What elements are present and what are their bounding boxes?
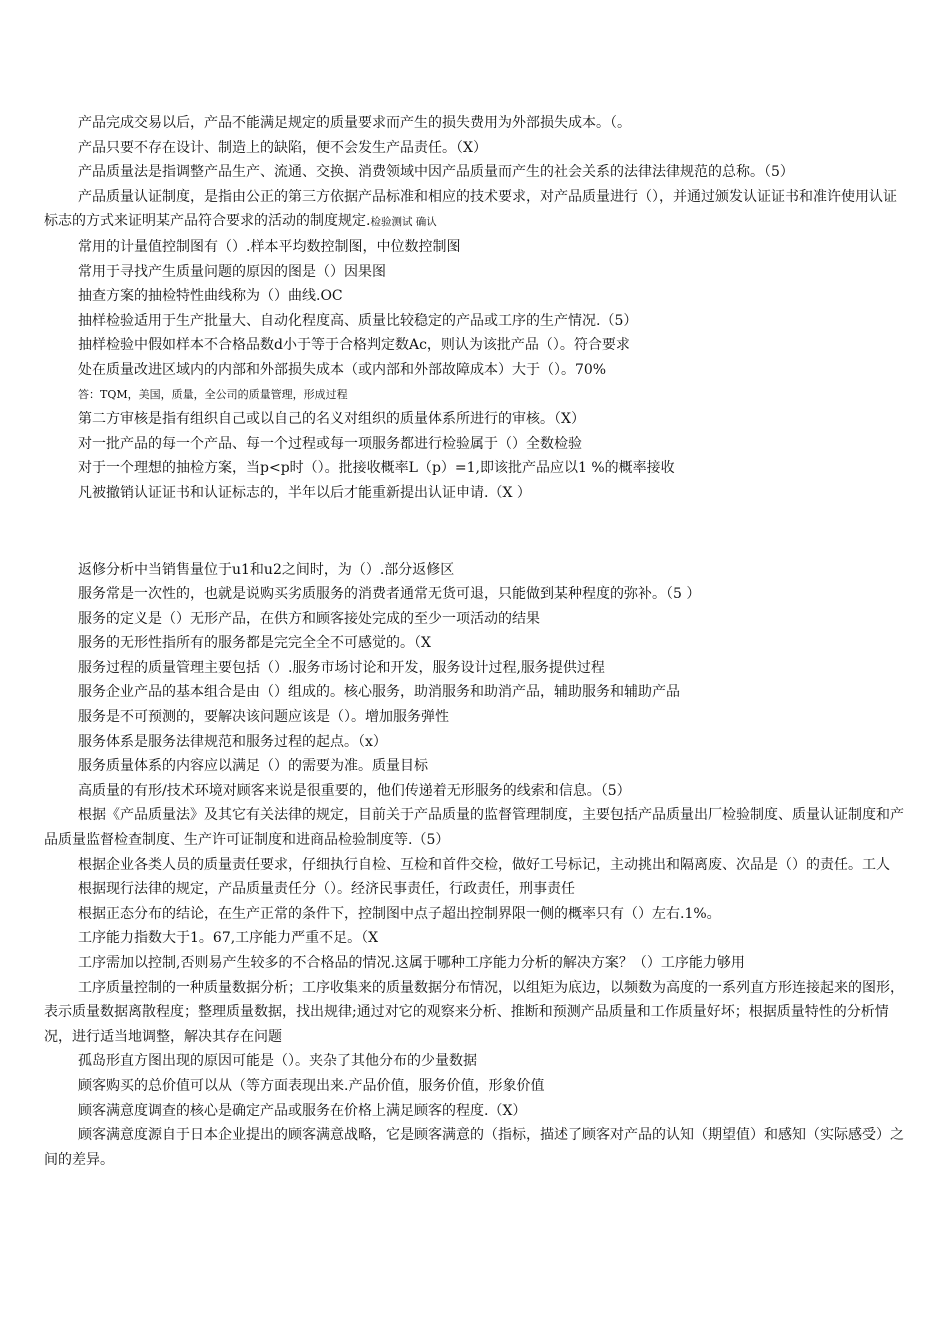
document-paragraph <box>44 1123 910 1172</box>
paragraph-text: 根据现行法律的规定，产品质量责任分（）。经济民事责任，行政责任，刑事责任 <box>78 881 575 898</box>
document-paragraph <box>44 705 910 730</box>
document-paragraph <box>44 1049 910 1074</box>
document-paragraph <box>44 432 910 457</box>
paragraph-text: 服务过程的质量管理主要包括（）.服务市场讨论和开发，服务设计过程,服务提供过程 <box>78 659 605 676</box>
document-paragraph <box>44 160 910 185</box>
document-paragraph <box>44 1099 910 1124</box>
document-paragraph <box>44 284 910 309</box>
document-paragraph <box>44 656 910 681</box>
paragraph-text: 工序质量控制的一种质量数据分析；工序收集来的质量数据分布情况，以组矩为底边，以频数为高度的一系列直方形连接起来的图形，表示质量数据离散程度；整理质量数据，找出规律;通过对它的观察来分析、推断和预测产品质量和工作质量好坏；根据质量特性的分析情况，进行适当地调整，解决其存在问题 <box>44 979 904 1045</box>
paragraph-text: 工序能力指数大于1。67,工序能力严重不足。（X <box>78 930 379 947</box>
document-paragraph <box>44 877 910 902</box>
paragraph-text: 产品质量认证制度，是指由公正的第三方依据产品标准和相应的技术要求，对产品质量进行（），并通过颁发认证证书和准许使用认证标志的方式来证明某产品符合要求的活动的制度规定. <box>44 188 897 230</box>
document-paragraph <box>44 680 910 705</box>
paragraph-text: 服务质量体系的内容应以满足（）的需要为准。质量目标 <box>78 758 428 775</box>
document-paragraph <box>44 951 910 976</box>
document-paragraph <box>44 333 910 358</box>
paragraph-text: 抽样检验中假如样本不合格品数d小于等于合格判定数Ac，则认为该批产品（）。符合要求 <box>78 337 630 354</box>
paragraph-text: 抽样检验适用于生产批量大、自动化程度高、质量比较稳定的产品或工序的生产情况.（5） <box>78 312 638 329</box>
document-paragraph <box>44 185 910 235</box>
paragraph-text: 顾客购买的总价值可以从（等方面表现出来.产品价值，服务价值，形象价值 <box>78 1077 545 1094</box>
document-paragraph <box>44 853 910 878</box>
paragraph-answer-note: 检验测试 确认 <box>370 216 437 229</box>
document-paragraph <box>44 407 910 432</box>
paragraph-text: 服务是不可预测的，要解决该问题应该是（）。增加服务弹性 <box>78 709 449 726</box>
section-two <box>44 558 910 1173</box>
paragraph-text: 第二方审核是指有组织自己或以自己的名义对组织的质量体系所进行的审核。（X） <box>78 411 585 428</box>
document-paragraph <box>44 631 910 656</box>
paragraph-text: 顾客满意度调查的核心是确定产品或服务在价格上满足顾客的程度.（X） <box>78 1102 527 1119</box>
section-one <box>44 111 910 506</box>
document-paragraph <box>44 358 910 383</box>
document-paragraph <box>44 1074 910 1099</box>
paragraph-text: 孤岛形直方图出现的原因可能是（）。夹杂了其他分布的少量数据 <box>78 1053 477 1070</box>
document-paragraph <box>44 803 910 852</box>
document-paragraph <box>44 754 910 779</box>
paragraph-text: 处在质量改进区域内的内部和外部损失成本（或内部和外部故障成本）大于（）。70% <box>78 361 607 378</box>
paragraph-text: 对于一个理想的抽检方案，当p<p时（）。批接收概率L（p）=1,即该批产品应以1 %的概率接收 <box>78 460 675 477</box>
document-paragraph <box>44 309 910 334</box>
section-gap <box>44 506 910 558</box>
paragraph-text: 产品质量法是指调整产品生产、流通、交换、消费领域中因产品质量而产生的社会关系的法律法律规范的总称。（5） <box>78 164 794 181</box>
paragraph-text: 对一批产品的每一个产品、每一个过程或每一项服务都进行检验属于（）全数检验 <box>78 435 582 452</box>
paragraph-text: 产品只要不存在设计、制造上的缺陷，便不会发生产品责任。（X） <box>78 139 487 156</box>
paragraph-text: 服务的无形性指所有的服务都是完完全全不可感觉的。（X <box>78 635 431 652</box>
document-paragraph <box>44 976 910 1050</box>
paragraph-text: 答：TQM，美国，质量，全公司的质量管理，形成过程 <box>78 387 348 401</box>
document-paragraph <box>44 926 910 951</box>
document-paragraph <box>44 730 910 755</box>
document-paragraph <box>44 260 910 285</box>
paragraph-text: 返修分析中当销售量位于u1和u2之间时，为（）.部分返修区 <box>78 561 455 578</box>
paragraph-text: 抽查方案的抽检特性曲线称为（）曲线.OC <box>78 288 343 305</box>
paragraph-text: 常用于寻找产生质量问题的原因的图是（）因果图 <box>78 263 386 280</box>
paragraph-text: 根据《产品质量法》及其它有关法律的规定，目前关于产品质量的监督管理制度，主要包括产品质量出厂检验制度、质量认证制度和产品质量监督检查制度、生产许可证制度和进商品检验制度等.（5） <box>44 807 904 849</box>
paragraph-text: 根据企业各类人员的质量责任要求，仔细执行自检、互检和首件交检，做好工号标记，主动挑出和隔离废、次品是（）的责任。工人 <box>78 856 890 873</box>
document-paragraph <box>44 582 910 607</box>
document-paragraph <box>44 607 910 632</box>
document-paragraph <box>44 456 910 481</box>
document-paragraph <box>44 558 910 583</box>
paragraph-text: 服务体系是服务法律规范和服务过程的起点。（x） <box>78 733 387 750</box>
document-paragraph <box>44 111 910 136</box>
paragraph-text: 高质量的有形/技术环境对顾客来说是很重要的，他们传递着无形服务的线索和信息。（5） <box>78 782 631 799</box>
paragraph-text: 服务的定义是（）无形产品，在供方和顾客接处完成的至少一项活动的结果 <box>78 610 540 627</box>
paragraph-text: 顾客满意度源自于日本企业提出的顾客满意战略，它是顾客满意的（指标，描述了顾客对产品的认知（期望值）和感知（实际感受）之间的差异。 <box>44 1127 904 1168</box>
paragraph-text: 服务企业产品的基本组合是由（）组成的。核心服务，助消服务和助消产品，辅助服务和辅助产品 <box>78 684 680 701</box>
document-paragraph <box>44 779 910 804</box>
paragraph-text: 产品完成交易以后，产品不能满足规定的质量要求而产生的损失费用为外部损失成本。（。 <box>78 115 631 131</box>
document-paragraph <box>44 481 910 506</box>
document-paragraph <box>44 383 910 408</box>
document-paragraph <box>44 136 910 161</box>
paragraph-text: 凡被撤销认证证书和认证标志的，半年以后才能重新提出认证申请.（X ） <box>78 484 531 501</box>
paragraph-text: 根据正态分布的结论，在生产正常的条件下，控制图中点子超出控制界限一侧的概率只有（）左右.1%。 <box>78 905 721 922</box>
document-page <box>44 111 910 1172</box>
document-paragraph <box>44 235 910 260</box>
paragraph-text: 服务常是一次性的，也就是说购买劣质服务的消费者通常无货可退，只能做到某种程度的弥补。（5 ） <box>78 586 701 603</box>
paragraph-text: 常用的计量值控制图有（）.样本平均数控制图，中位数控制图 <box>78 238 461 255</box>
document-paragraph <box>44 902 910 927</box>
paragraph-text: 工序需加以控制,否则易产生较多的不合格品的情况.这属于哪种工序能力分析的解决方案？（）工序能力够用 <box>78 955 745 971</box>
